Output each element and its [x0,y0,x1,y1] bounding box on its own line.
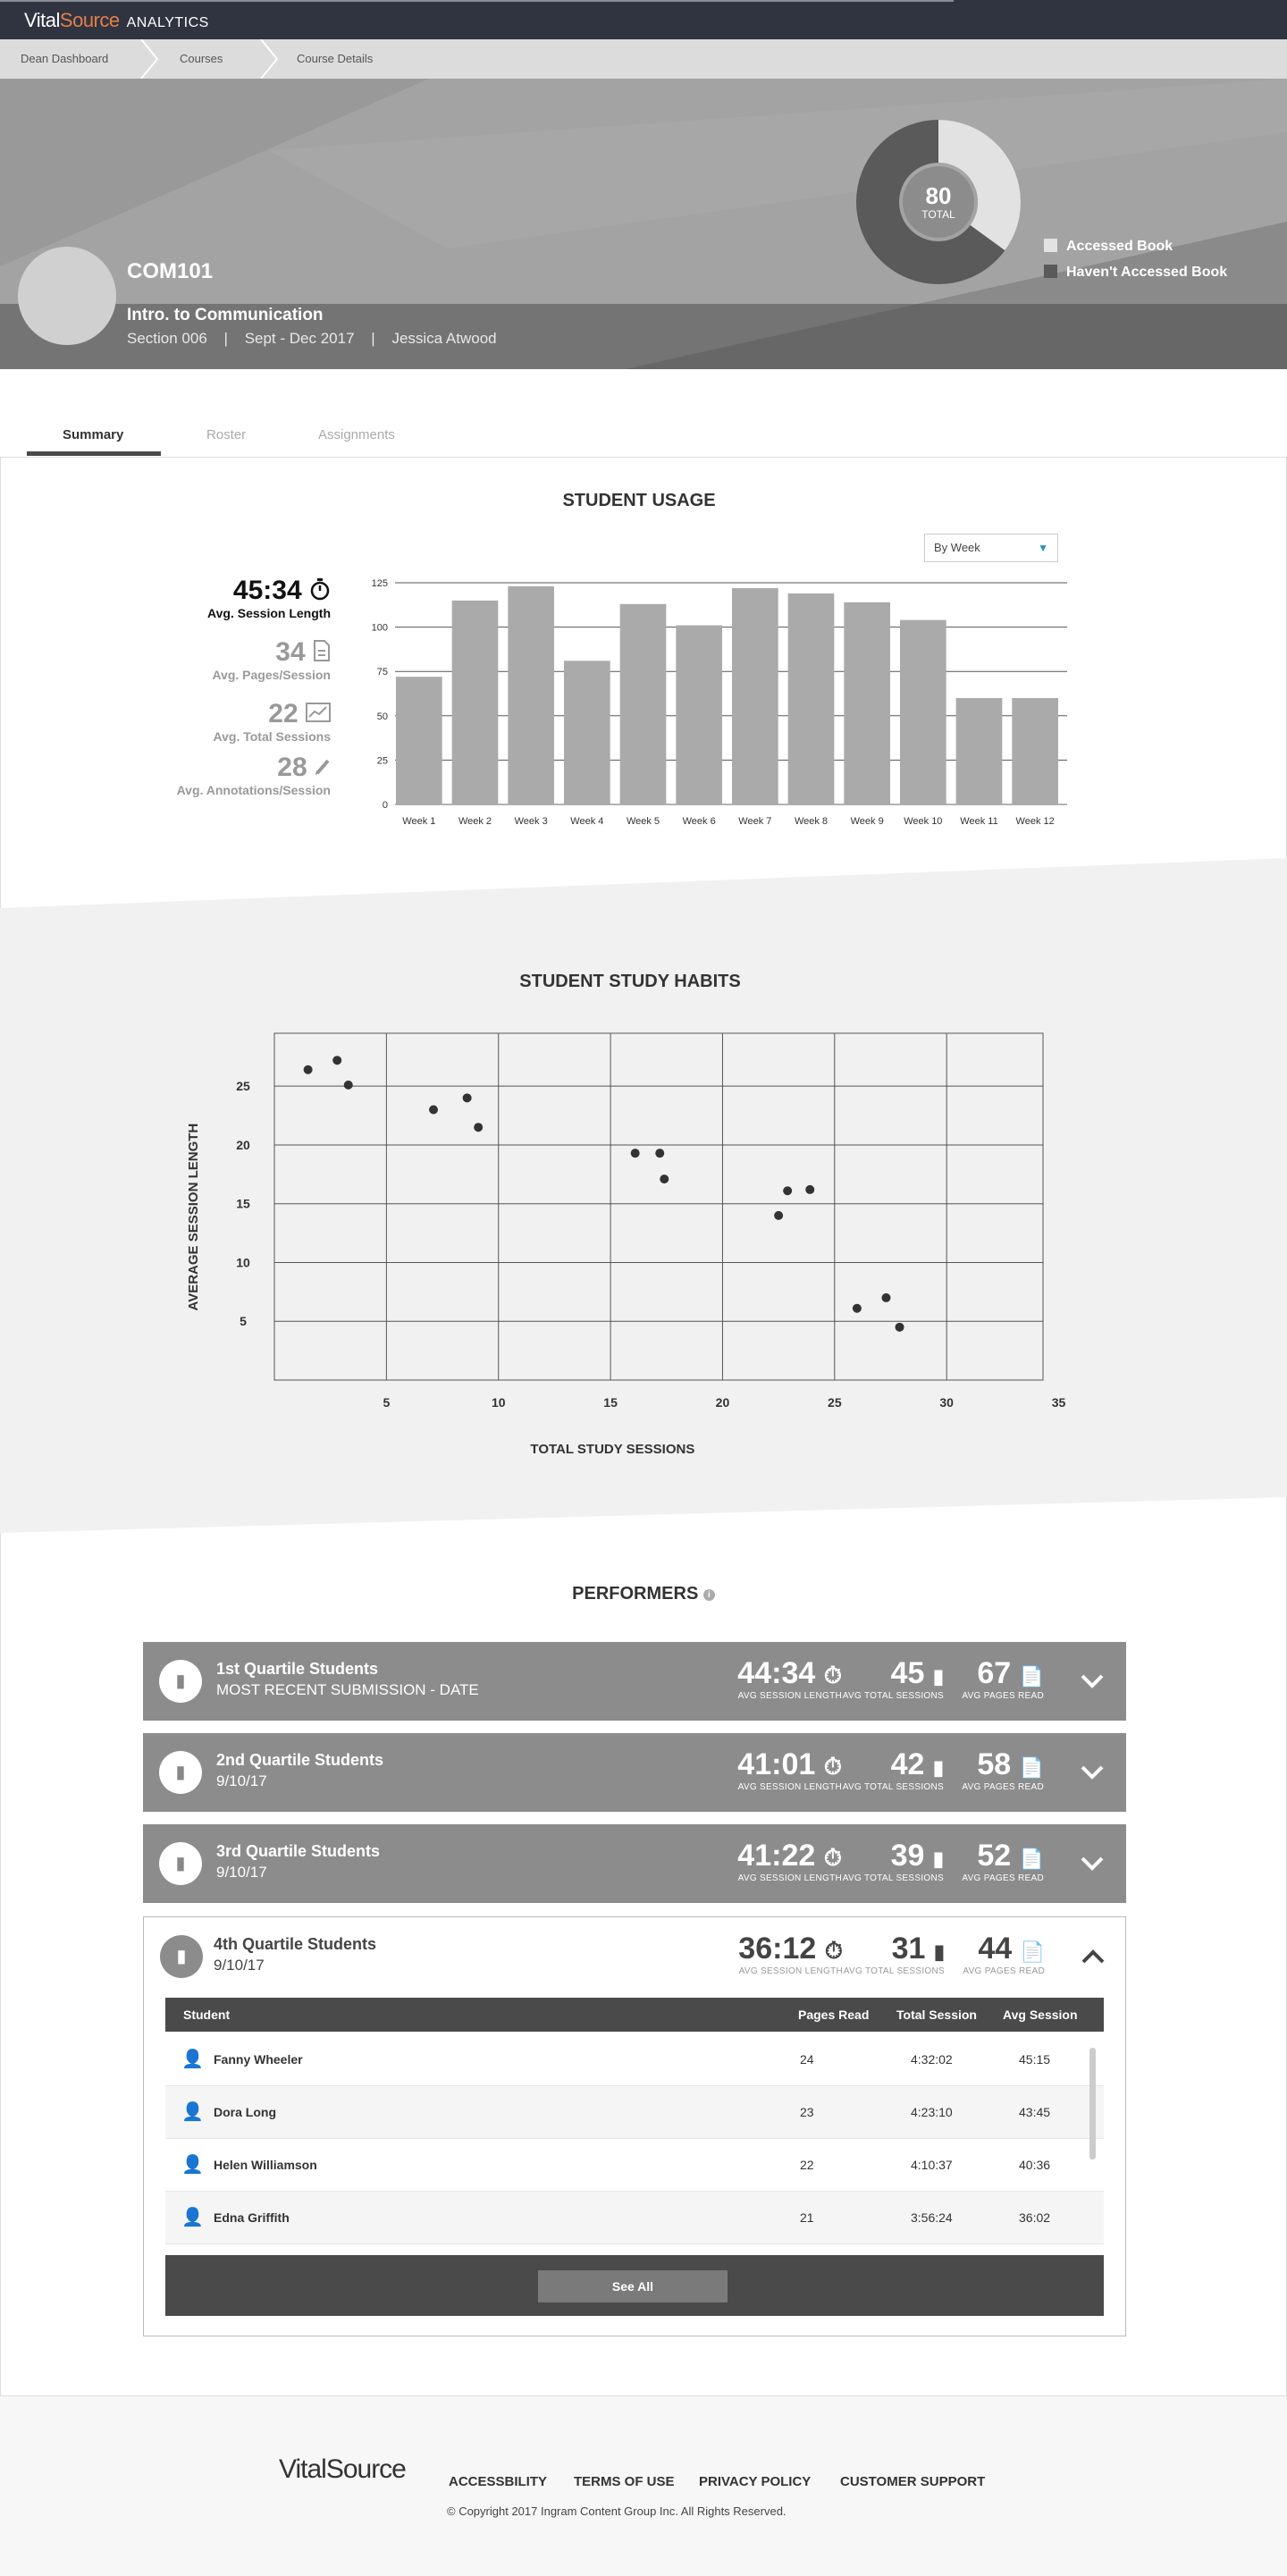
footer-link-privacy[interactable]: PRIVACY POLICY [699,2474,812,2489]
performers-title [0,1584,1287,1604]
kpi-annotations [177,753,331,797]
book-icon: ▮ [160,1935,203,1978]
scatter-point [463,1093,472,1102]
col-student[interactable]: Student [183,2008,231,2022]
total-session: 4:32:02 [911,2052,953,2067]
chevron-down-icon: ▼ [1038,542,1048,554]
stat-session [737,1747,842,1792]
x-tick-label: 35 [1051,1395,1066,1410]
x-axis-label: TOTAL STUDY SESSIONS [530,1442,695,1457]
quartile-name: 4th Quartile Students [214,1935,377,1953]
quartile-4-panel [143,1916,1126,2336]
legend-accessed-label: Accessed Book [1066,239,1173,254]
stopwatch-icon: ⏱ [823,1662,842,1688]
quartile-3-row[interactable] [143,1824,1126,1903]
student-name: Dora Long [214,2105,276,2119]
stat-pages [963,1932,1045,1976]
stat-label: AVG SESSION LENGTH [737,1782,842,1792]
quartile-4-row[interactable] [144,1917,1127,1996]
x-tick-label: 10 [491,1395,506,1410]
brand-suffix: ANALYTICS [126,15,209,30]
stat-session [737,1656,842,1701]
stat-label: AVG TOTAL SESSIONS [842,1873,944,1883]
chevron-down-icon[interactable] [1081,1765,1104,1780]
page-icon: 📄 [1020,1940,1045,1963]
kpi-label: Avg. Annotations/Session [176,783,331,797]
kpi-label: Avg. Total Sessions [213,729,331,744]
quartile-name: 3rd Quartile Students [216,1842,381,1860]
bar [620,604,667,804]
quartile-name: 1st Quartile Students [216,1660,379,1678]
x-tick-label: Week 12 [1015,816,1055,827]
user-icon: 👤 [181,2155,204,2175]
bar [732,588,778,804]
table-scrollbar[interactable] [1089,2048,1096,2159]
y-tick-label: 5 [240,1314,247,1329]
y-tick-label: 10 [236,1255,250,1270]
book-icon: ▮ [159,1660,202,1703]
legend-swatch [1044,265,1057,278]
book-icon: ▮ [932,1756,944,1779]
stat-value: 44:34 [737,1656,816,1690]
y-tick-label: 25 [236,1079,250,1094]
pages-read: 22 [800,2158,814,2172]
stat-total [844,1932,945,1976]
meta-separator: | [371,330,375,347]
book-icon: ▮ [159,1842,202,1885]
plot-frame [274,1033,1043,1380]
bar [1012,698,1058,804]
y-tick-label: 125 [371,578,388,589]
bar [956,698,1003,804]
page-icon: 📄 [1019,1665,1044,1688]
x-tick-label: Week 6 [682,816,716,827]
bar [788,593,835,804]
bar [844,602,890,804]
course-name: Intro. to Communication [127,306,324,324]
bar [564,661,610,804]
scatter-point [304,1065,313,1074]
brand-vital: Vital [24,9,60,31]
quartile-date: MOST RECENT SUBMISSION - DATE [216,1681,479,1698]
study-habits-scatter-chart [170,1019,1117,1475]
stat-label: AVG PAGES READ [963,1966,1045,1976]
tab-roster[interactable]: Roster [206,427,247,442]
table-row[interactable] [165,2086,1104,2139]
col-pages-read[interactable]: Pages Read [798,2008,870,2022]
brand-source: Source [59,9,120,31]
scatter-point [474,1123,483,1132]
x-tick-label: Week 1 [402,816,436,827]
students-table-header [165,1998,1104,2032]
top-accent-line [0,0,954,2]
scatter-point [429,1105,438,1114]
usage-title: STUDENT USAGE [562,491,716,510]
chevron-down-icon[interactable] [1081,1674,1104,1688]
stat-value: 36:12 [738,1932,817,1966]
scatter-point [783,1186,792,1195]
stat-session [738,1932,843,1976]
avg-session: 43:45 [1019,2105,1051,2119]
pencil-icon [315,758,331,776]
stat-value: 41:01 [737,1747,816,1781]
footer-logo[interactable]: VitalSource [279,2454,406,2484]
y-axis-label: AVERAGE SESSION LENGTH [186,1123,201,1311]
footer [0,2395,1287,2576]
stat-value: 58 [977,1747,1012,1781]
stat-pages [962,1656,1044,1701]
footer-link-support[interactable]: CUSTOMER SUPPORT [840,2474,986,2489]
stat-value: 52 [977,1839,1012,1873]
see-all-bar [165,2255,1104,2316]
stat-session [737,1839,842,1883]
kpi-label: Avg. Pages/Session [212,668,331,682]
x-tick-label: Week 10 [904,816,943,827]
x-tick-label: 25 [828,1395,842,1410]
donut-total-label: TOTAL [921,208,955,221]
course-code: COM101 [127,259,214,283]
bar [508,586,554,804]
kpi-label: Avg. Session Length [207,606,331,620]
footer-copyright: © Copyright 2017 Ingram Content Group Inc. All Rights Reserved. [447,2504,786,2518]
scatter-point [881,1293,890,1302]
top-bar [0,0,1287,39]
y-tick-label: 75 [376,667,388,678]
book-icon: ▮ [159,1751,202,1794]
stat-label: AVG PAGES READ [962,1873,1044,1883]
footer-link-accessibility[interactable]: ACCESSBILITY [449,2474,548,2489]
stat-label: AVG TOTAL SESSIONS [842,1782,944,1792]
x-tick-label: Week 11 [960,816,998,827]
table-row[interactable] [165,2033,1104,2086]
stopwatch-icon: ⏱ [823,1753,842,1780]
y-tick-label: 100 [371,622,388,634]
quartile-2-row[interactable] [143,1733,1126,1812]
legend-accessed [1044,239,1173,255]
usage-select-value: By Week [934,541,980,554]
scatter-point [344,1081,353,1090]
avg-session: 45:15 [1019,2052,1051,2067]
breadcrumb-course-details: Course Details [297,52,374,65]
user-icon: 👤 [181,2050,204,2069]
col-avg-session[interactable]: Avg Session [1003,2008,1078,2022]
legend-not-accessed-label: Haven't Accessed Book [1066,265,1228,280]
pages-read: 23 [800,2105,814,2119]
total-session: 3:56:24 [911,2210,953,2225]
breadcrumb-courses[interactable]: Courses [180,52,223,65]
course-section: Section 006 [127,330,207,347]
stat-value: 39 [890,1839,925,1873]
usage-period-select[interactable] [924,534,1058,562]
book-icon: ▮ [932,1848,944,1870]
performers-title-text: PERFORMERS [572,1584,699,1604]
x-tick-label: Week 9 [850,816,884,827]
brand-logo[interactable] [24,9,209,32]
legend-not-accessed [1044,265,1227,281]
kpi-total-sessions [214,699,331,744]
quartile-date: 9/10/17 [216,1772,267,1789]
stat-value: 42 [890,1747,925,1781]
quartile-date: 9/10/17 [214,1957,265,1974]
stat-total [843,1656,944,1701]
tab-bar [0,404,1287,458]
kpi-session-length [207,576,331,620]
stat-value: 45 [890,1656,925,1690]
bar [676,626,722,804]
footer-link-terms[interactable]: TERMS OF USE [574,2474,675,2489]
page-icon: 📄 [1019,1756,1044,1779]
meta-separator: | [223,330,228,347]
user-icon: 👤 [181,2102,204,2122]
stopwatch-icon: ⏱ [823,1844,842,1871]
scatter-point [631,1149,640,1158]
scatter-point [805,1185,814,1194]
x-tick-label: Week 7 [738,816,772,827]
student-name: Fanny Wheeler [214,2052,303,2067]
habits-title: STUDENT STUDY HABITS [519,972,741,991]
x-tick-label: Week 2 [458,816,492,827]
page-icon [313,640,331,661]
stat-value: 44 [978,1932,1013,1966]
course-instructor: Jessica Atwood [391,330,497,347]
stat-label: AVG SESSION LENGTH [737,1691,842,1701]
avg-session: 40:36 [1019,2158,1051,2172]
bar [452,601,499,804]
table-row[interactable] [165,2139,1104,2192]
see-all-button[interactable]: See All [538,2270,728,2302]
student-name: Edna Griffith [214,2210,290,2225]
stat-label: AVG SESSION LENGTH [738,1966,843,1976]
stat-label: AVG PAGES READ [962,1782,1044,1792]
book-icon: ▮ [933,1940,945,1963]
avg-session: 36:02 [1019,2210,1051,2225]
x-tick-label: Week 5 [626,816,660,827]
total-session: 4:23:10 [911,2105,953,2119]
donut-total [903,183,974,221]
x-tick-label: 30 [939,1395,954,1410]
stat-pages [962,1747,1044,1792]
stat-value: 31 [891,1932,926,1966]
kpi-value: 22 [268,699,299,728]
total-session: 4:10:37 [911,2158,953,2172]
student-name: Helen Williamson [214,2158,317,2172]
x-tick-label: 20 [715,1395,730,1410]
info-icon[interactable]: i [703,1589,715,1601]
chart-icon [306,703,331,722]
scatter-point [774,1211,783,1220]
course-hero [0,79,1287,369]
stat-label: AVG TOTAL SESSIONS [843,1966,945,1976]
donut-total-value: 80 [925,182,952,209]
breadcrumb [0,39,1287,79]
kpi-value: 45:34 [232,576,302,605]
student-usage-bar-chart [366,572,1099,840]
page-icon: 📄 [1019,1848,1044,1870]
col-total-session[interactable]: Total Session [896,2008,977,2022]
scatter-point [896,1323,904,1332]
tab-summary[interactable]: Summary [63,427,124,442]
pages-read: 21 [800,2210,814,2225]
user-icon: 👤 [181,2208,204,2227]
stat-total [843,1747,944,1792]
quartile-1-row[interactable] [143,1642,1126,1721]
bar [900,620,946,804]
tab-active-indicator [27,451,161,456]
breadcrumb-separator-icon [139,39,161,79]
stat-label: AVG TOTAL SESSIONS [842,1691,944,1701]
x-tick-label: Week 8 [794,816,829,827]
quartile-name: 2nd Quartile Students [216,1751,384,1769]
stat-pages [962,1839,1044,1883]
y-tick-label: 0 [382,800,388,811]
tab-assignments[interactable]: Assignments [318,427,395,442]
bar [396,677,442,804]
scatter-point [332,1056,341,1065]
y-tick-label: 50 [376,711,388,722]
stopwatch-icon: ⏱ [824,1937,843,1964]
stat-label: AVG PAGES READ [962,1691,1044,1701]
y-tick-label: 15 [236,1196,250,1211]
book-icon: ▮ [932,1665,944,1688]
x-tick-label: 15 [603,1395,618,1410]
scatter-point [853,1304,862,1313]
x-tick-label: Week 4 [570,816,604,827]
pages-read: 24 [800,2052,814,2067]
chevron-down-icon[interactable] [1081,1856,1104,1871]
scatter-point [655,1149,664,1158]
course-term: Sept - Dec 2017 [244,330,355,347]
course-meta [127,330,497,348]
x-tick-label: Week 3 [514,816,548,827]
breadcrumb-separator-icon [259,39,281,79]
quartile-date: 9/10/17 [216,1864,267,1881]
legend-swatch [1044,239,1057,252]
breadcrumb-dean-dashboard[interactable]: Dean Dashboard [21,52,109,65]
chevron-up-icon[interactable] [1081,1949,1105,1964]
y-tick-label: 25 [376,755,388,767]
stopwatch-icon [309,577,331,601]
x-tick-label: 5 [383,1395,391,1410]
course-avatar [18,247,116,345]
scatter-point [660,1174,669,1183]
stat-total [843,1839,944,1883]
stat-value: 41:22 [737,1839,816,1873]
kpi-pages [212,637,331,682]
y-tick-label: 20 [236,1137,250,1152]
stat-label: AVG SESSION LENGTH [737,1873,842,1883]
stat-value: 67 [977,1656,1012,1690]
kpi-value: 34 [275,637,306,667]
kpi-value: 28 [277,753,307,782]
table-row[interactable] [165,2192,1104,2244]
